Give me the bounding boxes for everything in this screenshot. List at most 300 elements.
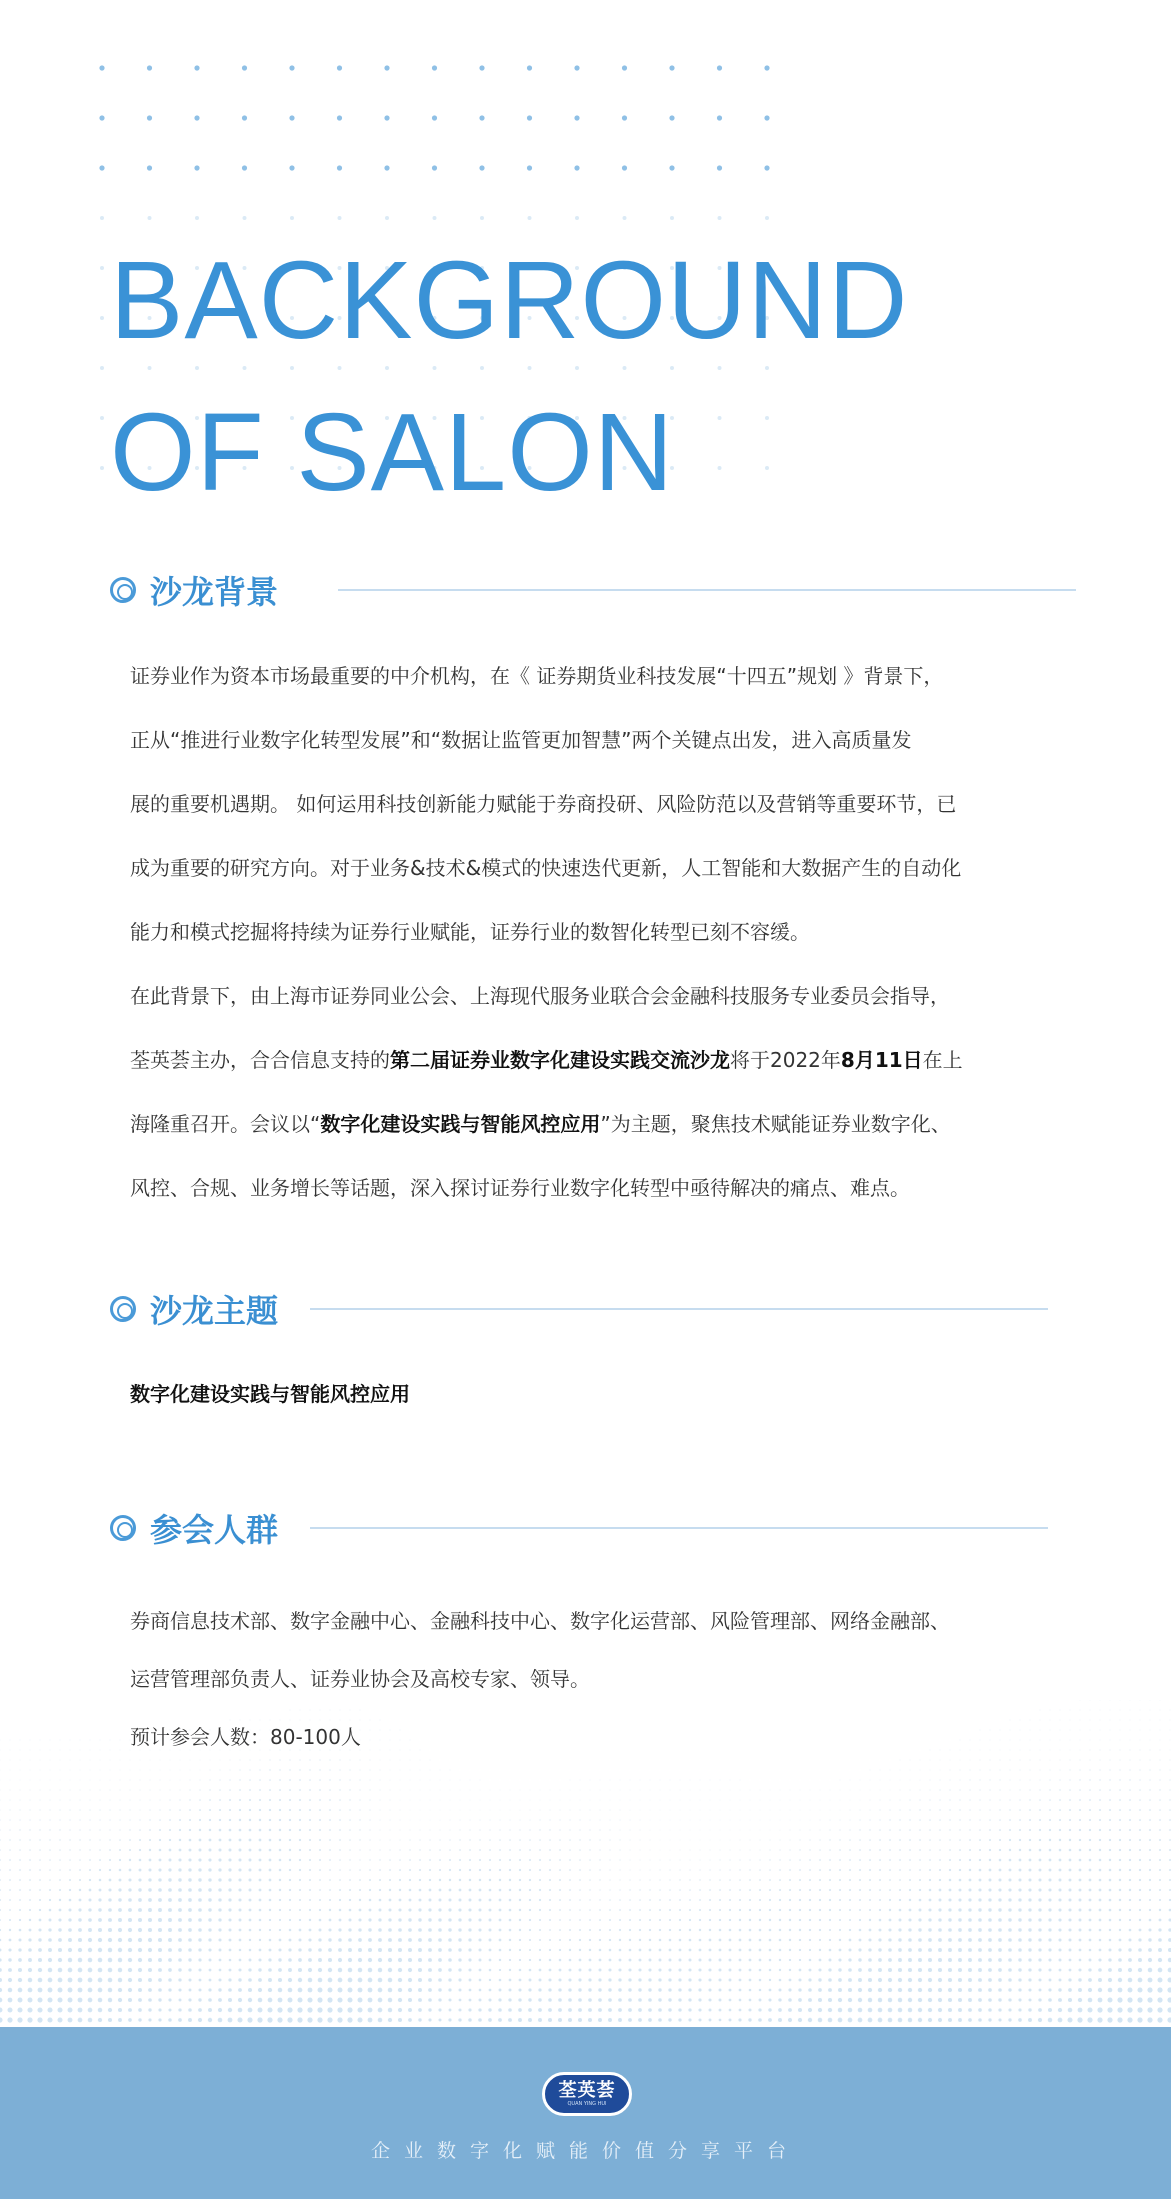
wave-dot bbox=[1139, 1859, 1141, 1861]
wave-dot bbox=[60, 1790, 61, 1791]
wave-dot bbox=[1088, 1998, 1093, 2003]
wave-dot bbox=[199, 1829, 201, 1831]
wave-dot bbox=[909, 1889, 911, 1891]
wave-dot bbox=[58, 2018, 63, 2023]
wave-dot bbox=[319, 1809, 321, 1811]
wave-dot bbox=[790, 1820, 791, 1821]
wave-dot bbox=[379, 1789, 380, 1790]
wave-dot bbox=[1099, 1949, 1102, 1952]
wave-dot bbox=[769, 1919, 771, 1921]
wave-dot bbox=[948, 1908, 951, 1911]
wave-dot bbox=[1089, 1939, 1092, 1942]
wave-dot bbox=[1139, 1889, 1141, 1891]
wave-dot bbox=[1008, 1988, 1011, 1991]
wave-dot bbox=[968, 1918, 972, 1922]
wave-dot bbox=[50, 1760, 51, 1761]
wave-dot bbox=[448, 1968, 451, 1971]
wave-dot bbox=[969, 1799, 970, 1800]
grid-dot bbox=[479, 65, 484, 70]
wave-dot bbox=[208, 1948, 211, 1951]
wave-dot bbox=[949, 1869, 951, 1871]
wave-dot bbox=[719, 1979, 722, 1982]
wave-dot bbox=[629, 1869, 630, 1870]
wave-dot bbox=[218, 2008, 222, 2012]
wave-dot bbox=[659, 1939, 662, 1942]
wave-dot bbox=[558, 2018, 562, 2022]
wave-dot bbox=[410, 1770, 411, 1771]
wave-dot bbox=[609, 1929, 611, 1931]
wave-dot bbox=[29, 1879, 31, 1881]
wave-dot bbox=[78, 1968, 83, 1973]
wave-dot bbox=[740, 1780, 741, 1781]
wave-dot bbox=[810, 1810, 811, 1811]
wave-dot bbox=[339, 1849, 341, 1851]
wave-dot bbox=[438, 1978, 442, 1982]
wave-dot bbox=[1089, 1929, 1092, 1932]
wave-dot bbox=[1140, 1720, 1141, 1721]
wave-dot bbox=[1059, 1779, 1060, 1780]
wave-dot bbox=[709, 1919, 711, 1921]
wave-dot bbox=[928, 2008, 932, 2012]
wave-dot bbox=[208, 2018, 212, 2022]
wave-dot bbox=[489, 1969, 492, 1972]
wave-dot bbox=[968, 1898, 971, 1901]
wave-dot bbox=[800, 1810, 801, 1811]
grid-dot bbox=[384, 165, 389, 170]
wave-dot bbox=[970, 1770, 971, 1771]
wave-dot bbox=[489, 1859, 491, 1861]
wave-dot bbox=[948, 1998, 952, 2002]
wave-dot bbox=[578, 1988, 581, 1991]
wave-dot bbox=[678, 2008, 681, 2011]
wave-dot bbox=[159, 1809, 160, 1810]
wave-dot bbox=[138, 2018, 141, 2021]
wave-dot bbox=[269, 1889, 272, 1892]
wave-dot bbox=[908, 1948, 912, 1952]
wave-dot bbox=[538, 2018, 542, 2022]
wave-dot bbox=[869, 1879, 871, 1881]
wave-dot bbox=[368, 1938, 372, 1942]
wave-dot bbox=[20, 1760, 21, 1761]
wave-dot bbox=[879, 1819, 880, 1820]
wave-dot bbox=[210, 1770, 211, 1771]
wave-dot bbox=[1058, 1918, 1061, 1921]
wave-dot bbox=[540, 1800, 541, 1801]
wave-dot bbox=[899, 1859, 901, 1861]
wave-dot bbox=[1128, 1948, 1131, 1951]
wave-dot bbox=[339, 1839, 341, 1841]
wave-dot bbox=[1109, 1799, 1111, 1801]
wave-dot bbox=[339, 1859, 341, 1861]
wave-dot bbox=[719, 1899, 721, 1901]
wave-dot bbox=[579, 1909, 581, 1911]
wave-dot bbox=[408, 1938, 412, 1942]
wave-dot bbox=[1049, 1819, 1051, 1821]
wave-dot bbox=[449, 1859, 451, 1861]
background-paragraph bbox=[130, 644, 1050, 1220]
wave-dot bbox=[789, 1899, 791, 1901]
theme-text-emphasis: 数字化建设实践与智能风控应用 bbox=[130, 1382, 410, 1406]
wave-dot bbox=[968, 1938, 972, 1942]
wave-dot bbox=[788, 1998, 792, 2002]
wave-dot bbox=[1038, 1928, 1041, 1931]
wave-dot bbox=[298, 1988, 303, 1993]
wave-dot bbox=[188, 1998, 191, 2001]
wave-dot bbox=[479, 1869, 481, 1871]
brand-logo bbox=[542, 2072, 632, 2116]
wave-dot bbox=[1059, 1809, 1061, 1811]
wave-dot bbox=[888, 1988, 892, 1992]
wave-dot bbox=[799, 1919, 801, 1921]
wave-dot bbox=[168, 1898, 172, 1902]
wave-dot bbox=[628, 1978, 631, 1981]
wave-dot bbox=[178, 1888, 182, 1892]
wave-dot bbox=[349, 1919, 352, 1922]
wave-dot bbox=[969, 1829, 970, 1830]
wave-dot bbox=[219, 1849, 222, 1852]
wave-dot bbox=[17, 2017, 22, 2022]
wave-dot bbox=[148, 1908, 152, 1912]
wave-dot bbox=[49, 1879, 51, 1881]
wave-dot bbox=[238, 1888, 241, 1891]
wave-dot bbox=[349, 1799, 350, 1800]
wave-dot bbox=[338, 1938, 342, 1942]
wave-dot bbox=[309, 1849, 311, 1851]
wave-dot bbox=[199, 1799, 201, 1801]
wave-dot bbox=[1137, 2007, 1142, 2012]
wave-dot bbox=[840, 1810, 841, 1811]
wave-dot bbox=[1048, 1918, 1051, 1921]
wave-dot bbox=[289, 1899, 291, 1901]
wave-dot bbox=[938, 1968, 942, 1972]
wave-dot bbox=[390, 1770, 391, 1771]
wave-dot bbox=[318, 1948, 322, 1952]
wave-dot bbox=[257, 2017, 262, 2022]
wave-dot bbox=[428, 1988, 432, 1992]
wave-dot bbox=[289, 1799, 291, 1801]
wave-dot bbox=[1119, 1889, 1121, 1891]
wave-dot bbox=[498, 1998, 501, 2001]
wave-dot bbox=[379, 1819, 380, 1820]
wave-dot bbox=[89, 1899, 92, 1902]
wave-dot bbox=[1058, 1948, 1061, 1951]
wave-dot bbox=[169, 1809, 170, 1810]
wave-dot bbox=[998, 1998, 1001, 2001]
wave-dot bbox=[18, 1988, 23, 1993]
wave-dot bbox=[949, 1799, 950, 1800]
wave-dot bbox=[289, 1889, 291, 1891]
wave-dot bbox=[888, 2018, 893, 2023]
wave-dot bbox=[119, 1869, 122, 1872]
wave-dot bbox=[1049, 1779, 1050, 1780]
wave-dot bbox=[359, 1779, 360, 1780]
wave-dot bbox=[1140, 1750, 1141, 1751]
wave-dot bbox=[279, 1799, 281, 1801]
wave-dot bbox=[739, 1959, 742, 1962]
wave-dot bbox=[638, 2008, 642, 2012]
wave-dot bbox=[709, 1909, 711, 1911]
wave-dot bbox=[229, 1849, 232, 1852]
wave-dot bbox=[359, 1819, 360, 1820]
wave-dot bbox=[329, 1859, 331, 1861]
wave-dot bbox=[859, 1869, 861, 1871]
wave-dot bbox=[539, 1879, 541, 1881]
wave-dot bbox=[1127, 2017, 1132, 2022]
wave-dot bbox=[1078, 1988, 1082, 1992]
grid-dot bbox=[100, 366, 104, 370]
wave-dot bbox=[569, 1839, 571, 1841]
grid-dot bbox=[100, 216, 104, 220]
wave-dot bbox=[769, 1889, 771, 1891]
wave-dot bbox=[69, 1869, 71, 1871]
wave-dot bbox=[1120, 1740, 1121, 1741]
wave-dot bbox=[850, 1780, 851, 1781]
wave-dot bbox=[588, 1978, 591, 1981]
wave-dot bbox=[938, 1988, 942, 1992]
wave-dot bbox=[599, 1969, 602, 1972]
wave-dot bbox=[338, 1928, 341, 1931]
wave-dot bbox=[37, 2007, 42, 2012]
wave-dot bbox=[608, 2008, 612, 2012]
wave-dot bbox=[799, 1889, 801, 1891]
wave-dot bbox=[1079, 1839, 1081, 1841]
wave-dot bbox=[479, 1839, 480, 1840]
wave-dot bbox=[739, 1969, 742, 1972]
wave-dot bbox=[559, 1899, 561, 1901]
wave-dot bbox=[869, 1849, 871, 1851]
wave-dot bbox=[238, 1968, 241, 1971]
background-line-9: 风控、合规、业务增长等话题，深入探讨证券行业数字化转型中亟待解决的痛点、难点。 bbox=[130, 1176, 910, 1200]
wave-dot bbox=[30, 1770, 31, 1771]
wave-dot bbox=[49, 1809, 50, 1810]
wave-dot bbox=[709, 2009, 712, 2012]
wave-dot bbox=[209, 1849, 212, 1852]
wave-dot bbox=[18, 1948, 21, 1951]
wave-dot bbox=[560, 1800, 561, 1801]
wave-dot bbox=[458, 1908, 461, 1911]
wave-dot bbox=[1148, 1958, 1152, 1962]
wave-dot bbox=[308, 1948, 311, 1951]
wave-dot bbox=[749, 1989, 752, 1992]
wave-dot bbox=[468, 1968, 471, 1971]
wave-dot bbox=[1019, 1769, 1020, 1770]
wave-dot bbox=[438, 1908, 441, 1911]
wave-dot bbox=[608, 1988, 611, 1991]
wave-dot bbox=[108, 1938, 112, 1942]
wave-dot bbox=[40, 1740, 41, 1741]
wave-dot bbox=[218, 1938, 221, 1941]
wave-dot bbox=[359, 1829, 360, 1830]
wave-dot bbox=[709, 1949, 712, 1952]
wave-dot bbox=[989, 1879, 992, 1882]
wave-dot bbox=[29, 1919, 31, 1921]
wave-dot bbox=[1060, 1760, 1061, 1761]
wave-dot bbox=[919, 1799, 920, 1800]
wave-dot bbox=[988, 1988, 992, 1992]
wave-dot bbox=[1029, 1799, 1030, 1800]
wave-dot bbox=[899, 1839, 901, 1841]
wave-dot bbox=[277, 2017, 282, 2022]
wave-dot bbox=[88, 1908, 91, 1911]
wave-dot bbox=[799, 1849, 800, 1850]
wave-dot bbox=[438, 2008, 441, 2011]
wave-dot bbox=[969, 1789, 970, 1790]
wave-dot bbox=[388, 1948, 392, 1952]
wave-dot bbox=[579, 1969, 582, 1972]
wave-dot bbox=[259, 1859, 262, 1862]
wave-dot bbox=[398, 1978, 402, 1982]
wave-dot bbox=[879, 1829, 881, 1831]
wave-dot bbox=[838, 1958, 841, 1961]
wave-dot bbox=[649, 1959, 652, 1962]
wave-dot bbox=[1099, 1859, 1102, 1862]
wave-dot bbox=[259, 1879, 262, 1882]
wave-dot bbox=[9, 1869, 11, 1871]
wave-dot bbox=[148, 2008, 151, 2011]
wave-dot bbox=[78, 2008, 83, 2013]
wave-dot bbox=[1069, 1789, 1071, 1791]
wave-dot bbox=[8, 1958, 11, 1961]
wave-dot bbox=[759, 1889, 761, 1891]
wave-dot bbox=[819, 1899, 821, 1901]
wave-dot bbox=[259, 1919, 262, 1922]
wave-dot bbox=[188, 2018, 192, 2022]
wave-dot bbox=[297, 2007, 302, 2012]
wave-dot bbox=[599, 1829, 600, 1830]
wave-dot bbox=[698, 1978, 701, 1981]
wave-dot bbox=[118, 2008, 122, 2012]
wave-dot bbox=[89, 1879, 91, 1881]
wave-dot bbox=[1157, 2017, 1162, 2022]
wave-dot bbox=[599, 1939, 601, 1941]
wave-dot bbox=[1039, 1869, 1042, 1872]
wave-dot bbox=[168, 1978, 172, 1982]
wave-dot bbox=[138, 2008, 142, 2012]
grid-dot bbox=[195, 216, 199, 220]
wave-dot bbox=[969, 1779, 970, 1780]
wave-dot bbox=[878, 1948, 881, 1951]
wave-dot bbox=[17, 2007, 22, 2012]
wave-dot bbox=[1149, 1909, 1151, 1911]
wave-dot bbox=[729, 1969, 732, 1972]
wave-dot bbox=[690, 1840, 691, 1841]
wave-dot bbox=[19, 1829, 20, 1830]
wave-dot bbox=[658, 1968, 661, 1971]
wave-dot bbox=[778, 2018, 782, 2022]
wave-dot bbox=[347, 2017, 352, 2022]
wave-dot bbox=[998, 1908, 1001, 1911]
wave-dot bbox=[90, 1790, 91, 1791]
wave-dot bbox=[558, 1978, 561, 1981]
wave-dot bbox=[1087, 2017, 1092, 2022]
wave-dot bbox=[208, 1998, 212, 2002]
wave-dot bbox=[900, 1790, 901, 1791]
wave-dot bbox=[690, 1850, 691, 1851]
wave-dot bbox=[349, 1899, 351, 1901]
wave-dot bbox=[1099, 1819, 1101, 1821]
wave-dot bbox=[239, 1909, 242, 1912]
wave-dot bbox=[629, 1919, 631, 1921]
wave-dot bbox=[938, 1928, 942, 1932]
wave-dot bbox=[808, 1988, 812, 1992]
wave-dot bbox=[158, 1918, 162, 1922]
wave-dot bbox=[998, 1918, 1002, 1922]
wave-dot bbox=[69, 1859, 71, 1861]
wave-dot bbox=[1129, 1789, 1131, 1791]
wave-dot bbox=[619, 1899, 621, 1901]
wave-dot bbox=[1129, 1879, 1131, 1881]
wave-dot bbox=[118, 1888, 121, 1891]
wave-dot bbox=[1069, 1809, 1071, 1811]
wave-dot bbox=[889, 1889, 891, 1891]
wave-dot bbox=[0, 1859, 1, 1861]
wave-dot bbox=[679, 1909, 681, 1911]
wave-dot bbox=[1099, 1769, 1100, 1770]
wave-dot bbox=[908, 2008, 912, 2012]
wave-dot bbox=[109, 1879, 112, 1882]
wave-dot bbox=[530, 1790, 531, 1791]
wave-dot bbox=[908, 1918, 911, 1921]
wave-dot bbox=[629, 1829, 630, 1830]
section-divider bbox=[310, 1527, 1048, 1529]
wave-dot bbox=[879, 1889, 881, 1891]
wave-dot bbox=[199, 1989, 202, 1992]
wave-dot bbox=[79, 1799, 80, 1800]
wave-dot bbox=[579, 1889, 581, 1891]
wave-dot bbox=[469, 1849, 471, 1851]
wave-dot bbox=[358, 1928, 361, 1931]
wave-dot bbox=[1029, 1849, 1032, 1852]
wave-dot bbox=[68, 1988, 73, 1993]
wave-dot bbox=[629, 1849, 630, 1850]
wave-dot bbox=[730, 1840, 731, 1841]
wave-dot bbox=[78, 1988, 83, 1993]
wave-dot bbox=[189, 1819, 191, 1821]
wave-dot bbox=[119, 1819, 120, 1820]
wave-dot bbox=[80, 1780, 81, 1781]
wave-dot bbox=[390, 1780, 391, 1781]
wave-dot bbox=[1109, 1779, 1110, 1780]
wave-dot bbox=[1048, 1908, 1051, 1911]
wave-dot bbox=[739, 1899, 741, 1901]
wave-dot bbox=[809, 1939, 811, 1941]
wave-dot bbox=[779, 1919, 781, 1921]
wave-dot bbox=[690, 1780, 691, 1781]
wave-dot bbox=[319, 1779, 321, 1781]
wave-dot bbox=[19, 1889, 21, 1891]
wave-dot bbox=[1089, 1909, 1092, 1912]
wave-dot bbox=[690, 1810, 691, 1811]
wave-dot bbox=[988, 2018, 991, 2021]
wave-dot bbox=[1130, 1730, 1131, 1731]
wave-dot bbox=[680, 1850, 681, 1851]
wave-dot bbox=[268, 1998, 273, 2003]
wave-dot bbox=[989, 1829, 991, 1831]
wave-dot bbox=[108, 1898, 111, 1901]
wave-dot bbox=[1129, 1829, 1131, 1831]
wave-dot bbox=[50, 1740, 51, 1741]
wave-dot bbox=[108, 2018, 112, 2022]
wave-dot bbox=[1110, 1730, 1111, 1731]
wave-dot bbox=[909, 1839, 911, 1841]
wave-dot bbox=[758, 2018, 762, 2022]
wave-dot bbox=[580, 1800, 581, 1801]
wave-dot bbox=[1009, 1819, 1011, 1821]
wave-dot bbox=[938, 2018, 942, 2022]
wave-dot bbox=[789, 1869, 791, 1871]
wave-dot bbox=[588, 2018, 592, 2022]
wave-dot bbox=[269, 1919, 271, 1921]
